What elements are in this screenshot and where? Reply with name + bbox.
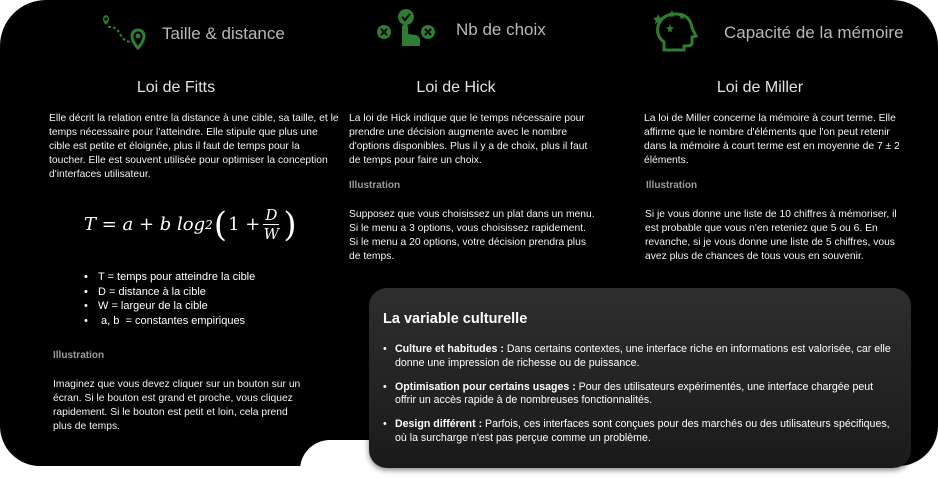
fitts-formula xyxy=(84,206,298,243)
miller-description: La loi de Miller concerne la mémoire à court terme. Elle affirme que le nombre d'éléments que l'on peut retenir dans la mémoire à court terme est en moyenne de 7 ± 2 éléments. xyxy=(644,113,900,166)
culture-item-heading: Design différent : xyxy=(395,418,483,431)
header-title-miller: Capacité de la mémoire xyxy=(724,22,904,42)
hand-choice-icon xyxy=(372,8,444,51)
hick-illustration-label: Illustration xyxy=(349,180,401,191)
header-title-fitts: Taille & distance xyxy=(162,23,285,43)
culture-item-heading: Optimisation pour certains usages : xyxy=(395,380,576,393)
miller-illustration-label: Illustration xyxy=(646,180,698,191)
formula-close-paren: ) xyxy=(283,204,297,245)
list-item: • a, b = constantes empiriques xyxy=(84,314,255,329)
formula-numerator: D xyxy=(265,206,278,224)
culture-item-heading: Culture et habitudes : xyxy=(395,343,504,355)
formula-one-plus: 1 + xyxy=(228,214,261,235)
formula-fraction xyxy=(263,206,279,243)
title-fitts: Loi de Fitts xyxy=(136,79,216,96)
culture-item-text: Dans certains contextes, une interface riche en informations est valorisée, car elle donne une impression de richesse ou de puissance. xyxy=(395,343,891,369)
list-item xyxy=(383,418,893,446)
culture-item-text: Pour des utilisateurs expérimentés, une interface chargée peut offrir un accès rapide à de nombreuses fonctionnalités. xyxy=(395,380,874,407)
header-title-hick: Nb de choix xyxy=(456,19,546,39)
list-item: • W = largeur de la cible xyxy=(84,299,255,314)
title-miller: Loi de Miller xyxy=(716,79,804,96)
culture-card xyxy=(369,288,911,468)
fitts-illustration-label: Illustration xyxy=(53,350,105,361)
list-item xyxy=(383,381,893,409)
header-hick xyxy=(372,8,546,51)
header-miller xyxy=(650,8,904,57)
title-hick: Loi de Hick xyxy=(416,79,496,96)
fitts-description: Elle décrit la relation entre la distance à une cible, sa taille, et le temps nécessaire pour l'atteindre. Elle stipule que plus une cible est petite et éloignée, plus il faut de temps pour la toucher. Elle est souvent utilisée pour optimiser la conception d'interfaces utilisateur. xyxy=(49,113,339,180)
hick-description: La loi de Hick indique que le temps nécessaire pour prendre une décision augmente avec le nombre d'options disponibles. Plus il y a de choix, plus il faut de temps pour faire un choix. xyxy=(349,113,588,166)
list-item: • D = distance à la cible xyxy=(84,285,255,300)
formula-log-base: 2 xyxy=(205,217,213,232)
fitts-illustration: Imaginez que vous devez cliquer sur un bouton sur un écran. Si le bouton est grand et proche, vous cliquez rapidement. Si le bouton est petit et loin, cela prend plus de temps. xyxy=(53,379,301,432)
culture-item-text: Parfois, ces interfaces sont conçues pour des marchés ou des utilisateurs spécifiques, où la surcharge n'est pas perçue comme un problème. xyxy=(395,418,890,444)
fitts-variables-list xyxy=(84,270,255,328)
miller-illustration: Si je vous donne une liste de 10 chiffres à mémoriser, il est probable que vous n'en reteniez que 5 ou 6. En revanche, si je vous donne une liste de 5 chiffres, vous avez plus de chances de tous vous en souvenir. xyxy=(645,209,897,262)
formula-denominator: W xyxy=(263,225,280,243)
route-pin-icon xyxy=(94,12,150,55)
culture-title: La variable culturelle xyxy=(383,311,528,327)
hick-illustration: Supposez que vous choisissez un plat dans un menu. Si le menu a 3 options, vous choisissez rapidement. Si le menu a 20 options, votre décision prendra plus de temps. xyxy=(349,209,595,262)
list-item xyxy=(383,343,893,371)
head-memory-icon xyxy=(650,8,712,57)
culture-list xyxy=(383,343,893,456)
header-fitts xyxy=(94,12,285,55)
formula-open-paren: ( xyxy=(213,204,228,245)
list-item: • T = temps pour atteindre la cible xyxy=(84,270,255,285)
formula-lhs: T = a + b log xyxy=(84,214,206,235)
